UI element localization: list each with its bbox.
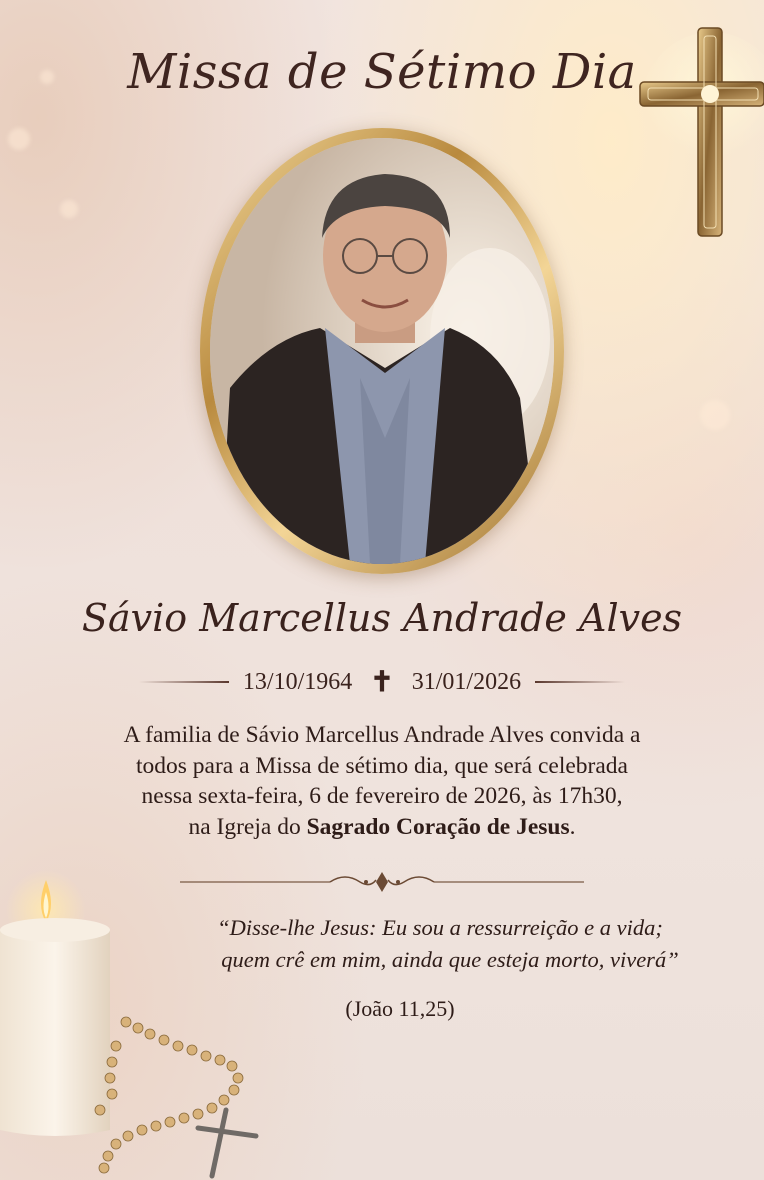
bokeh-light: [8, 128, 30, 150]
invitation-text: [40, 720, 724, 842]
cross-icon: ✝: [370, 667, 394, 698]
quote-line: “Disse-lhe Jesus: Eu sou a ressurreição e a vida;: [217, 915, 663, 940]
bokeh-light: [700, 400, 730, 430]
church-name: Sagrado Coração de Jesus: [306, 813, 570, 840]
portrait-frame: [200, 128, 564, 574]
quote-reference: (João 11,25): [345, 996, 455, 1021]
divider-line-right: [535, 681, 625, 683]
deceased-name: Sávio Marcellus Andrade Alves: [81, 596, 683, 640]
invitation-line: A familia de Sávio Marcellus Andrade Alves convida a: [123, 722, 641, 748]
invitation-line-suffix: .: [569, 813, 576, 840]
rosary-icon: [86, 1010, 286, 1180]
birth-date: 13/10/1964: [242, 668, 353, 695]
bokeh-light: [60, 200, 78, 218]
portrait-photo: [210, 138, 554, 564]
divider-line-left: [139, 681, 229, 683]
bible-quote: [140, 912, 740, 976]
invitation-line-prefix: na Igreja do: [188, 813, 307, 840]
invitation-line: [40, 812, 724, 843]
invitation-line: nessa sexta-feira, 6 de fevereiro de 2026, às 17h30,: [141, 783, 623, 809]
invitation-line: todos para a Missa de sétimo dia, que será celebrada: [135, 752, 628, 779]
dates-row: [0, 664, 764, 700]
page-title: Missa de Sétimo Dia: [127, 44, 637, 100]
quote-line: quem crê em mim, ainda que esteja morto, viverá”: [221, 947, 679, 972]
death-date: 31/01/2026: [411, 668, 522, 695]
cross-icon: [632, 22, 764, 242]
ornament-divider-icon: [180, 868, 584, 896]
